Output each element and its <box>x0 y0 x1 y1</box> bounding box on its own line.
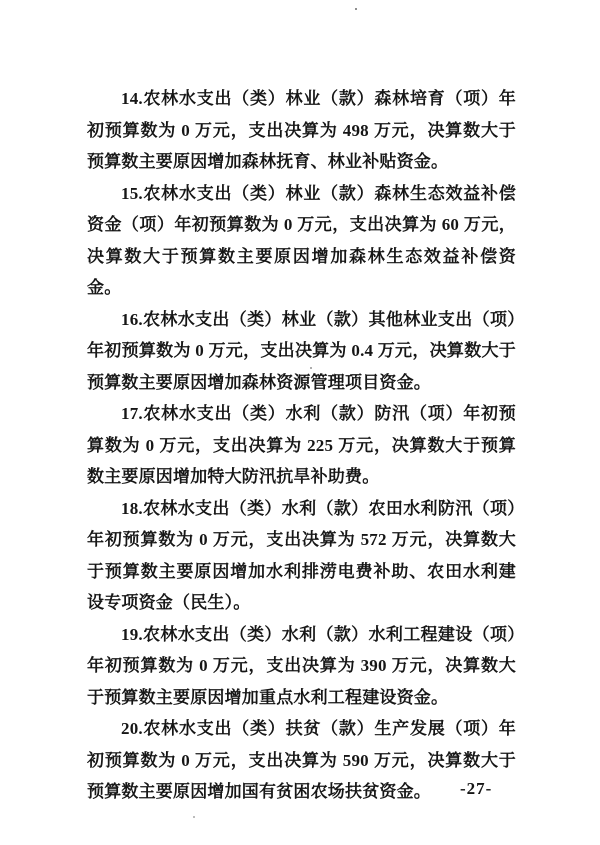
scan-artifact-speck <box>193 816 195 818</box>
paragraph-item-18: 18.农林水支出（类）水利（款）农田水利防汛（项）年初预算数为 0 万元，支出决算为 572 万元，决算数大于预算数主要原因增加水利排涝电费补助、农田水利建设专项资金（民生）。 <box>87 498 516 612</box>
paragraph-item-14: 14.农林水支出（类）林业（款）森林培育（项）年初预算数为 0 万元，支出决算为 498 万元，决算数大于预算数主要原因增加森林抚育、林业补贴资金。 <box>87 89 516 171</box>
paragraph-item-16: 16.农林水支出（类）林业（款）其他林业支出（项）年初预算数为 0 万元，支出决算为 0.4 万元，决算数大于预算数主要原因增加森林资源管理项目资金。 <box>87 309 516 392</box>
body-text-block <box>87 83 516 808</box>
paragraph-item-17: 17.农林水支出（类）水利（款）防汛（项）年初预算数为 0 万元，支出决算为 225 万元，决算数大于预算数主要原因增加特大防汛抗旱补助费。 <box>87 404 516 486</box>
paragraph-item-19: 19.农林水支出（类）水利（款）水利工程建设（项）年初预算数为 0 万元，支出决算为 390 万元，决算数大于预算数主要原因增加重点水利工程建设资金。 <box>87 624 516 707</box>
paragraph-item-20: 20.农林水支出（类）扶贫（款）生产发展（项）年初预算数为 0 万元，支出决算为 590 万元，决算数大于预算数主要原因增加国有贫困农场扶贫资金。 <box>87 719 516 801</box>
scan-artifact-speck <box>355 8 357 10</box>
paragraph-item-15: 15.农林水支出（类）林业（款）森林生态效益补偿资金（项）年初预算数为 0 万元，支出决算为 60 万元，决算数大于预算数主要原因增加森林生态效益补偿资金。 <box>87 183 516 297</box>
scan-artifact-speck <box>310 367 312 369</box>
page-number: -27- <box>460 779 493 798</box>
